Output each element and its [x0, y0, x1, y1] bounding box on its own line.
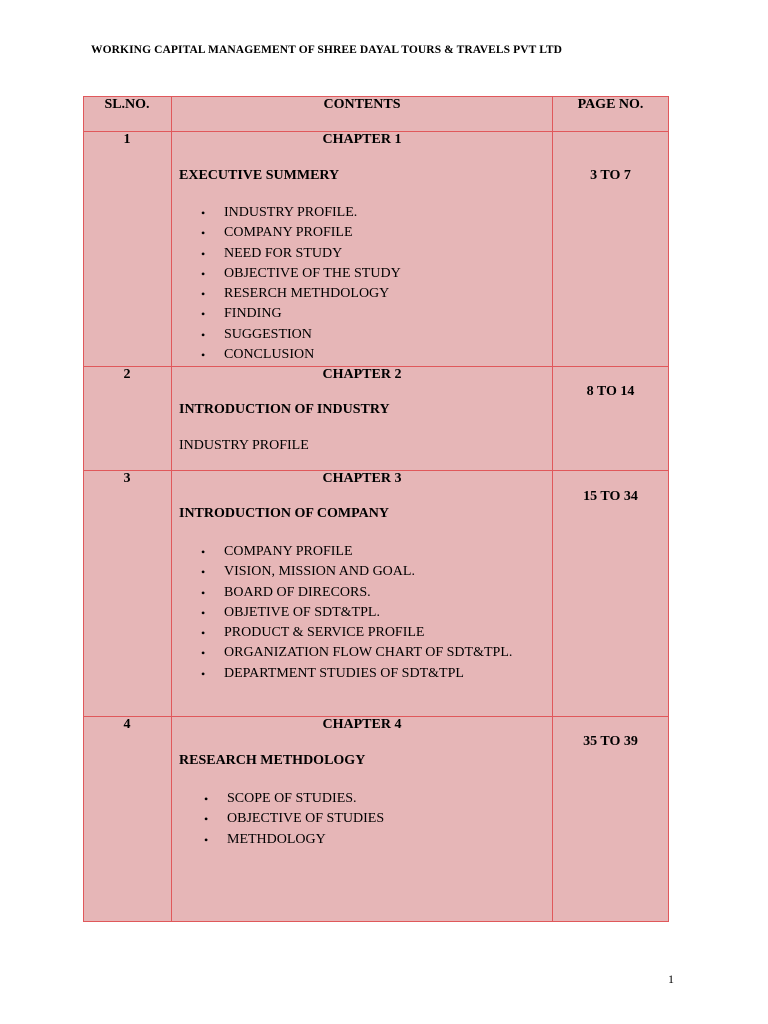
list-item: • FINDING	[179, 304, 401, 324]
row-4-slno: 4	[123, 717, 131, 732]
list-item: • OBJECTIVE OF STUDIES	[182, 809, 384, 829]
bullet-icon: •	[201, 585, 206, 600]
bullet-icon: •	[201, 327, 206, 342]
bullet-icon: •	[204, 832, 209, 847]
row-1-slno: 1	[123, 132, 131, 147]
header-cell-pageno	[553, 96, 669, 132]
row-1-chapter: CHAPTER 1	[322, 132, 402, 147]
list-item: • OBJECTIVE OF THE STUDY	[179, 264, 401, 284]
bullet-icon: •	[201, 605, 206, 620]
row-3-item-list	[179, 542, 512, 684]
table-row-1-slno	[83, 132, 172, 367]
column-header-pageno: PAGE NO.	[577, 97, 644, 112]
table-row-2-contents	[172, 367, 553, 471]
list-item: • METHDOLOGY	[182, 830, 384, 850]
row-1-title: EXECUTIVE SUMMERY	[179, 168, 340, 183]
bullet-icon: •	[201, 287, 206, 302]
list-item: • CONCLUSION	[179, 345, 401, 365]
bullet-icon: •	[204, 812, 209, 827]
column-header-contents: CONTENTS	[323, 97, 401, 112]
table-row-4-slno	[83, 717, 172, 922]
row-2-plain-item: INDUSTRY PROFILE	[179, 438, 309, 453]
row-2-slno: 2	[123, 367, 131, 382]
list-item: • SCOPE OF STUDIES.	[182, 789, 384, 809]
table-row-4-pages	[553, 717, 669, 922]
table-of-contents	[83, 96, 669, 922]
list-item: • OBJETIVE OF SDT&TPL.	[179, 603, 512, 623]
table-row-4-contents	[172, 717, 553, 922]
table-row-2-slno	[83, 367, 172, 471]
row-4-pages: 35 TO 39	[583, 734, 638, 749]
row-3-slno: 3	[123, 471, 131, 486]
bullet-icon: •	[201, 565, 206, 580]
table-row-1-contents	[172, 132, 553, 367]
header-cell-contents	[172, 96, 553, 132]
bullet-icon: •	[201, 246, 206, 261]
bullet-icon: •	[204, 792, 209, 806]
list-item: • VISION, MISSION AND GOAL.	[179, 562, 512, 582]
row-3-pages: 15 TO 34	[583, 489, 638, 504]
page-number: 1	[668, 972, 674, 986]
row-3-chapter: CHAPTER 3	[322, 471, 402, 486]
table-row-3-contents	[172, 471, 553, 717]
row-2-chapter: CHAPTER 2	[322, 367, 402, 382]
list-item: • INDUSTRY PROFILE.	[179, 203, 401, 223]
table-row-2-pages	[553, 367, 669, 471]
table-row-1-pages	[553, 132, 669, 367]
row-3-title: INTRODUCTION OF COMPANY	[179, 506, 389, 521]
row-2-title: INTRODUCTION OF INDUSTRY	[179, 402, 390, 417]
row-4-title: RESEARCH METHDOLOGY	[179, 753, 366, 768]
list-item: • RESERCH METHDOLOGY	[179, 284, 401, 304]
row-2-pages: 8 TO 14	[586, 384, 635, 399]
row-1-item-list	[179, 203, 401, 365]
bullet-icon: •	[201, 646, 206, 661]
bullet-icon: •	[201, 206, 206, 220]
list-item: • COMPANY PROFILE	[179, 542, 512, 562]
header-cell-slno	[83, 96, 172, 132]
document-header: WORKING CAPITAL MANAGEMENT OF SHREE DAYAL TOURS & TRAVELS PVT LTD	[91, 44, 563, 56]
row-4-item-list	[182, 789, 384, 850]
list-item: • NEED FOR STUDY	[179, 244, 401, 264]
table-row-3-slno	[83, 471, 172, 717]
bullet-icon: •	[201, 666, 206, 681]
list-item: • DEPARTMENT STUDIES OF SDT&TPL	[179, 664, 512, 684]
bullet-icon: •	[201, 226, 206, 241]
list-item: • PRODUCT & SERVICE PROFILE	[179, 623, 512, 643]
bullet-icon: •	[201, 307, 206, 322]
row-4-chapter: CHAPTER 4	[322, 717, 402, 732]
list-item: • BOARD OF DIRECORS.	[179, 583, 512, 603]
list-item: • ORGANIZATION FLOW CHART OF SDT&TPL.	[179, 643, 512, 663]
bullet-icon: •	[201, 348, 206, 363]
row-1-pages: 3 TO 7	[590, 168, 631, 183]
bullet-icon: •	[201, 626, 206, 641]
bullet-icon: •	[201, 266, 206, 281]
list-item: • COMPANY PROFILE	[179, 223, 401, 243]
bullet-icon: •	[201, 545, 206, 559]
column-header-slno: SL.NO.	[104, 97, 150, 112]
list-item: • SUGGESTION	[179, 325, 401, 345]
table-row-3-pages	[553, 471, 669, 717]
